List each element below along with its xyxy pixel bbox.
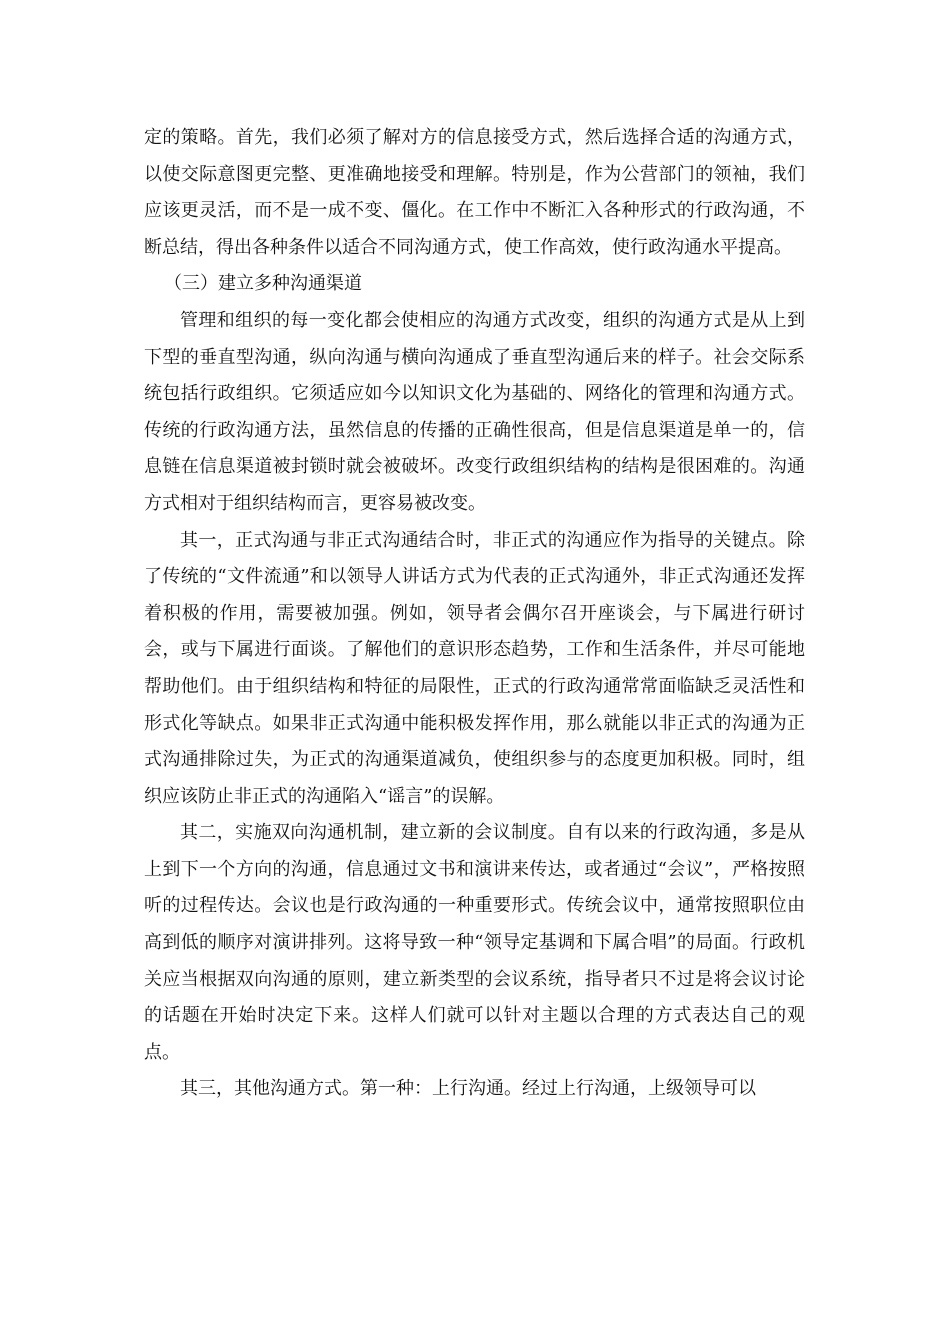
paragraph: 管理和组织的每一变化都会使相应的沟通方式改变，组织的沟通方式是从上到下型的垂直型沟通，纵向沟通与横向沟通成了垂直型沟通后来的样子。社会交际系统包括行政组织。它须适应如今以知识文化为基础的、网络化的管理和沟通方式。传统的行政沟通方法，虽然信息的传播的正确性很高，但是信息渠道是单一的，信息链在信息渠道被封锁时就会被破坏。改变行政组织结构的结构是很困难的。沟通方式相对于组织结构而言，更容易被改变。 [144, 309, 805, 514]
paragraph-continuation: 定的策略。首先，我们必须了解对方的信息接受方式，然后选择合适的沟通方式，以使交际意图更完整、更准确地接受和理解。特别是，作为公营部门的领袖，我们应该更灵活，而不是一成不变、僵化。在工作中不断汇入各种形式的行政沟通，不断总结，得出各种条件以适合不同沟通方式，使工作高效，使行政沟通水平提高。 [144, 127, 805, 258]
document-body [144, 120, 805, 1108]
section-heading: （三）建立多种沟通渠道 [164, 273, 362, 295]
paragraph: 其三，其他沟通方式。第一种：上行沟通。经过上行沟通，上级领导可以 [180, 1078, 756, 1100]
paragraph: 其一，正式沟通与非正式沟通结合时，非正式的沟通应作为指导的关键点。除了传统的“文件流通”和以领导人讲话方式为代表的正式沟通外，非正式沟通还发挥着积极的作用，需要被加强。例如，领导者会偶尔召开座谈会，与下属进行研讨会，或与下属进行面谈。了解他们的意识形态趋势，工作和生活条件，并尽可能地帮助他们。由于组织结构和特征的局限性，正式的行政沟通常常面临缺乏灵活性和形式化等缺点。如果非正式沟通中能积极发挥作用，那么就能以非正式的沟通为正式沟通排除过失，为正式的沟通渠道减负，使组织参与的态度更加积极。同时，组织应该防止非正式的沟通陷入“谣言”的误解。 [144, 529, 805, 807]
paragraph: 其二，实施双向沟通机制，建立新的会议制度。自有以来的行政沟通，多是从上到下一个方向的沟通，信息通过文书和演讲来传达，或者通过“会议”，严格按照听的过程传达。会议也是行政沟通的一种重要形式。传统会议中，通常按照职位由高到低的顺序对演讲排列。这将导致一种“领导定基调和下属合唱”的局面。行政机关应当根据双向沟通的原则，建立新类型的会议系统，指导者只不过是将会议讨论的话题在开始时决定下来。这样人们就可以针对主题以合理的方式表达自己的观点。 [144, 822, 805, 1063]
